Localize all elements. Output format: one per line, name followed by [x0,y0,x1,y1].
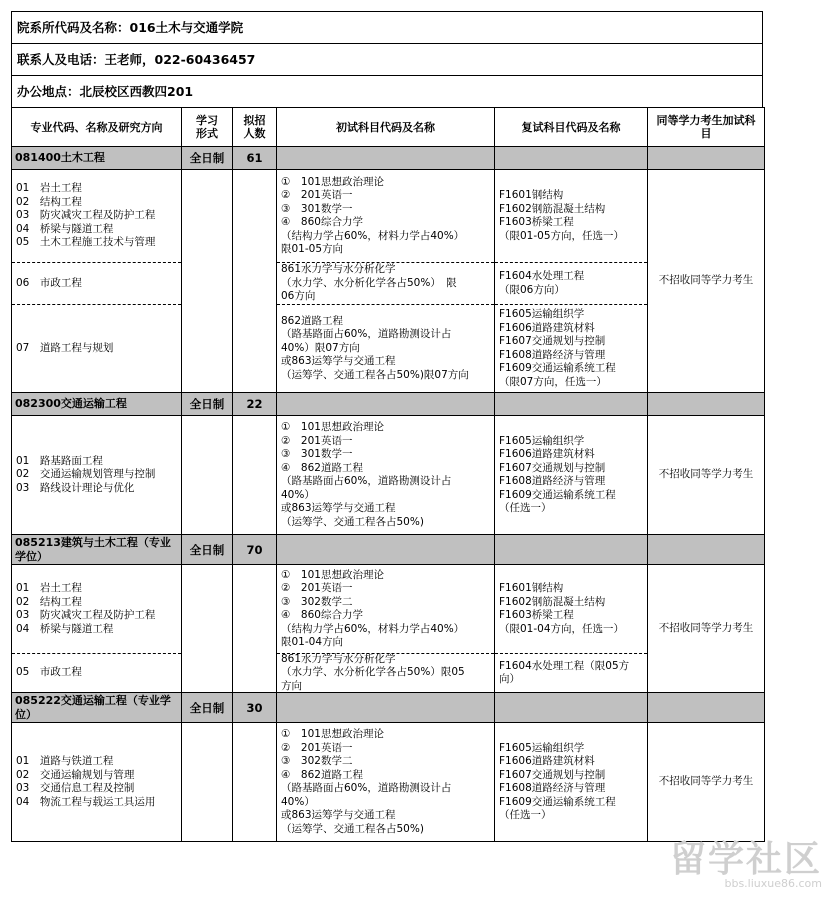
section-header-row [12,535,765,565]
watermark-logo-text: 留学社区 [669,839,822,880]
section-name: 081400土木工程 [12,147,182,170]
section-empty-cell [277,535,495,565]
initial-subject-line: ④ 860综合力学 [281,609,363,621]
retest-subjects-cell-block [495,305,647,392]
section-empty-cell [277,147,495,170]
quota-empty-cell [233,416,277,535]
section-quota: 70 [233,535,277,565]
section-empty-cell [648,147,765,170]
retest-subjects-cell [495,170,648,393]
research-direction: 01 岩土工程 [16,182,82,195]
section-quota: 30 [233,693,277,723]
major-directions-cell-block [12,263,181,305]
retest-subject-line: F1602钢筋混凝土结构 [499,202,606,215]
section-quota: 22 [233,393,277,416]
initial-subject-line: 或863运筹学与交通工程 [281,502,396,514]
initial-subject-line: ① 101思想政治理论 [281,728,384,740]
retest-subject-line: F1609交通运输系统工程 [499,362,616,374]
dept-line: 院系所代码及名称：016土木与交通学院 [11,11,763,43]
initial-subject-line: 40%）限07方向 [281,341,360,354]
mode-empty-cell [182,565,233,693]
sections-body [12,147,765,842]
initial-subject-line: ① 101思想政治理论 [281,175,384,188]
retest-subject-line: （限06方向） [499,283,565,296]
section-body-row [12,723,765,842]
mode-empty-cell [182,723,233,842]
admission-document [11,11,763,842]
retest-subject-line: F1606道路建筑材料 [499,755,595,767]
section-body-row [12,170,765,393]
retest-subject-line: F1605运输组织学 [499,434,585,447]
mode-empty-cell [182,170,233,393]
retest-subject-line: F1604水处理工程（限05方 [499,659,630,672]
quota-empty-cell [233,565,277,693]
section-mode: 全日制 [182,147,233,170]
initial-subject-line: ② 201英语一 [281,582,353,594]
retest-subject-line: F1606道路建筑材料 [499,321,595,334]
retest-subject-line: F1608道路经济与管理 [499,475,606,487]
retest-subject-line: F1609交通运输系统工程 [499,795,616,808]
extra-subjects-cell [648,723,765,842]
retest-subject-line: F1603桥梁工程 [499,216,574,228]
initial-subject-line: 861水力学与水分析化学 [281,652,396,665]
major-directions-cell [12,170,182,393]
retest-subjects-cell-block [495,416,647,534]
research-direction: 07 道路工程与规划 [16,341,114,354]
watermark-url: bbs.liuxue86.com [724,877,822,890]
office-line: 办公地点：北辰校区西教四201 [11,75,763,107]
initial-subject-line: ③ 301数学一 [281,202,353,215]
col-mode: 学习形式 [182,108,233,147]
research-direction: 03 路线设计理论与优化 [16,481,135,494]
major-directions-cell [12,723,182,842]
section-empty-cell [495,535,648,565]
research-direction: 05 土木工程施工技术与管理 [16,236,156,249]
initial-subjects-cell-block [277,416,494,534]
section-mode: 全日制 [182,693,233,723]
retest-subjects-cell [495,565,648,693]
section-empty-cell [277,693,495,723]
initial-subject-line: ③ 302数学二 [281,595,353,608]
section-name: 085222交通运输工程（专业学位） [12,693,182,723]
retest-subjects-cell-block [495,565,647,654]
col-retest: 复试科目代码及名称 [495,108,648,147]
section-empty-cell [648,393,765,416]
research-direction: 04 物流工程与载运工具运用 [16,795,156,808]
section-body-row [12,565,765,693]
research-direction: 05 市政工程 [16,666,82,679]
retest-subjects-cell-block [495,723,647,841]
contact-line: 联系人及电话：王老师，022-60436457 [11,43,763,75]
initial-subject-line: 40%） [281,795,315,808]
quota-empty-cell [233,723,277,842]
retest-subject-line: F1605运输组织学 [499,308,585,320]
extra-subjects-cell [648,170,765,393]
column-header-row [12,108,765,147]
extra-note: 不招收同等学力考生 [658,274,754,287]
major-directions-cell-block [12,723,181,841]
research-direction: 02 交通运输规划与管理 [16,768,135,781]
initial-subject-line: 862道路工程 [281,314,344,327]
initial-subject-line: 或863运筹学与交通工程 [281,355,396,368]
retest-subjects-cell [495,416,648,535]
initial-subject-line: （路基路面占60%，道路勘测设计占 [281,328,452,341]
initial-subjects-cell-block [277,723,494,841]
initial-subject-line: （路基路面占60%，道路勘测设计占 [281,782,452,794]
retest-subject-line: F1605运输组织学 [499,741,585,754]
extra-subjects-cell [648,416,765,535]
initial-subjects-cell-block [277,305,494,392]
research-direction: 02 结构工程 [16,195,82,208]
initial-subject-line: ④ 862道路工程 [281,461,363,474]
section-quota: 61 [233,147,277,170]
retest-subjects-cell-block [495,263,647,305]
retest-subjects-cell-block [495,170,647,263]
major-directions-cell [12,416,182,535]
initial-subject-line: ② 201英语一 [281,434,353,447]
retest-subject-line: （限07方向，任选一） [499,375,607,388]
initial-subject-line: 方向 [281,679,302,692]
major-directions-cell-block [12,305,181,392]
retest-subject-line: （限01-04方向，任选一） [499,622,625,635]
section-header-row [12,147,765,170]
retest-subject-line: F1604水处理工程 [499,270,585,282]
initial-subject-line: （运筹学、交通工程各占50%) [281,515,424,528]
extra-note: 不招收同等学力考生 [658,468,754,481]
retest-subject-line: F1606道路建筑材料 [499,448,595,460]
initial-subject-line: 限01-05方向 [281,243,344,255]
major-directions-cell [12,565,182,693]
research-direction: 04 桥梁与隧道工程 [16,622,114,635]
initial-subjects-cell-block [277,170,494,263]
section-empty-cell [495,147,648,170]
retest-subject-line: F1607交通规划与控制 [499,768,606,781]
initial-subjects-cell-block [277,263,494,305]
initial-subject-line: ④ 862道路工程 [281,768,363,781]
initial-subjects-cell [277,170,495,393]
initial-subject-line: （结构力学占60%，材料力学占40%） [281,622,465,635]
initial-subject-line: 861水力学与水分析化学 [281,263,396,276]
initial-subject-line: ② 201英语一 [281,741,353,754]
initial-subjects-cell [277,723,495,842]
section-empty-cell [277,393,495,416]
research-direction: 02 结构工程 [16,595,82,608]
retest-subject-line: （任选一） [499,809,552,821]
initial-subjects-cell [277,565,495,693]
initial-subjects-cell-block [277,654,494,692]
initial-subject-line: （结构力学占60%，材料力学占40%） [281,229,465,242]
section-body-row [12,416,765,535]
extra-subjects-cell [648,565,765,693]
research-direction: 03 防灾减灾工程及防护工程 [16,609,156,621]
initial-subject-line: （水力学、水分析化学各占50%） 限 [281,276,457,289]
section-header-row [12,693,765,723]
retest-subjects-cell-block [495,654,647,692]
retest-subject-line: F1607交通规划与控制 [499,335,606,347]
retest-subject-line: 向） [499,673,520,685]
col-initial: 初试科目代码及名称 [277,108,495,147]
retest-subject-line: F1601钢结构 [499,189,564,201]
major-directions-cell-block [12,416,181,534]
section-mode: 全日制 [182,393,233,416]
initial-subject-line: ③ 301数学一 [281,448,353,460]
research-direction: 06 市政工程 [16,276,82,289]
retest-subject-line: F1603桥梁工程 [499,609,574,621]
initial-subject-line: 或863运筹学与交通工程 [281,809,396,821]
research-direction: 01 道路与铁道工程 [16,755,114,767]
col-extra: 同等学力考生加试科目 [648,108,765,147]
mode-empty-cell [182,416,233,535]
research-direction: 01 路基路面工程 [16,454,103,467]
col-quota: 拟招人数 [233,108,277,147]
retest-subject-line: （任选一） [499,502,552,514]
watermark [669,839,822,890]
research-direction: 02 交通运输规划管理与控制 [16,468,156,481]
retest-subject-line: F1601钢结构 [499,582,564,594]
initial-subject-line: （运筹学、交通工程各占50%) [281,822,424,835]
section-mode: 全日制 [182,535,233,565]
initial-subject-line: ① 101思想政治理论 [281,568,384,581]
research-direction: 03 防灾减灾工程及防护工程 [16,209,156,222]
retest-subject-line: F1607交通规划与控制 [499,461,606,474]
extra-note: 不招收同等学力考生 [658,775,754,788]
retest-subject-line: F1608道路经济与管理 [499,782,606,794]
major-directions-cell-block [12,565,181,654]
research-direction: 04 桥梁与隧道工程 [16,222,114,235]
initial-subject-line: 06方向 [281,290,316,303]
retest-subject-line: F1602钢筋混凝土结构 [499,595,606,608]
initial-subject-line: ① 101思想政治理论 [281,421,384,433]
initial-subject-line: （路基路面占60%，道路勘测设计占 [281,475,452,487]
initial-subject-line: （水力学、水分析化学各占50%）限05 [281,666,465,679]
section-empty-cell [495,393,648,416]
section-empty-cell [648,693,765,723]
retest-subject-line: F1608道路经济与管理 [499,348,606,361]
retest-subject-line: （限01-05方向，任选一） [499,229,625,242]
initial-subject-line: ③ 302数学二 [281,755,353,767]
initial-subjects-cell [277,416,495,535]
section-header-row [12,393,765,416]
initial-subject-line: 限01-04方向 [281,636,344,648]
initial-subjects-cell-block [277,565,494,654]
major-directions-cell-block [12,170,181,263]
initial-subject-line: ④ 860综合力学 [281,216,363,228]
section-empty-cell [495,693,648,723]
major-directions-cell-block [12,654,181,692]
section-empty-cell [648,535,765,565]
section-name: 082300交通运输工程 [12,393,182,416]
initial-subject-line: 40%） [281,488,315,501]
quota-empty-cell [233,170,277,393]
col-major: 专业代码、名称及研究方向 [12,108,182,147]
retest-subjects-cell [495,723,648,842]
section-name: 085213建筑与土木工程（专业学位） [12,535,182,565]
initial-subject-line: （运筹学、交通工程各占50%)限07方向 [281,368,469,381]
research-direction: 03 交通信息工程及控制 [16,782,135,794]
initial-subject-line: ② 201英语一 [281,189,353,201]
retest-subject-line: F1609交通运输系统工程 [499,488,616,501]
extra-note: 不招收同等学力考生 [658,621,754,634]
research-direction: 01 岩土工程 [16,582,82,594]
program-table [11,107,765,842]
